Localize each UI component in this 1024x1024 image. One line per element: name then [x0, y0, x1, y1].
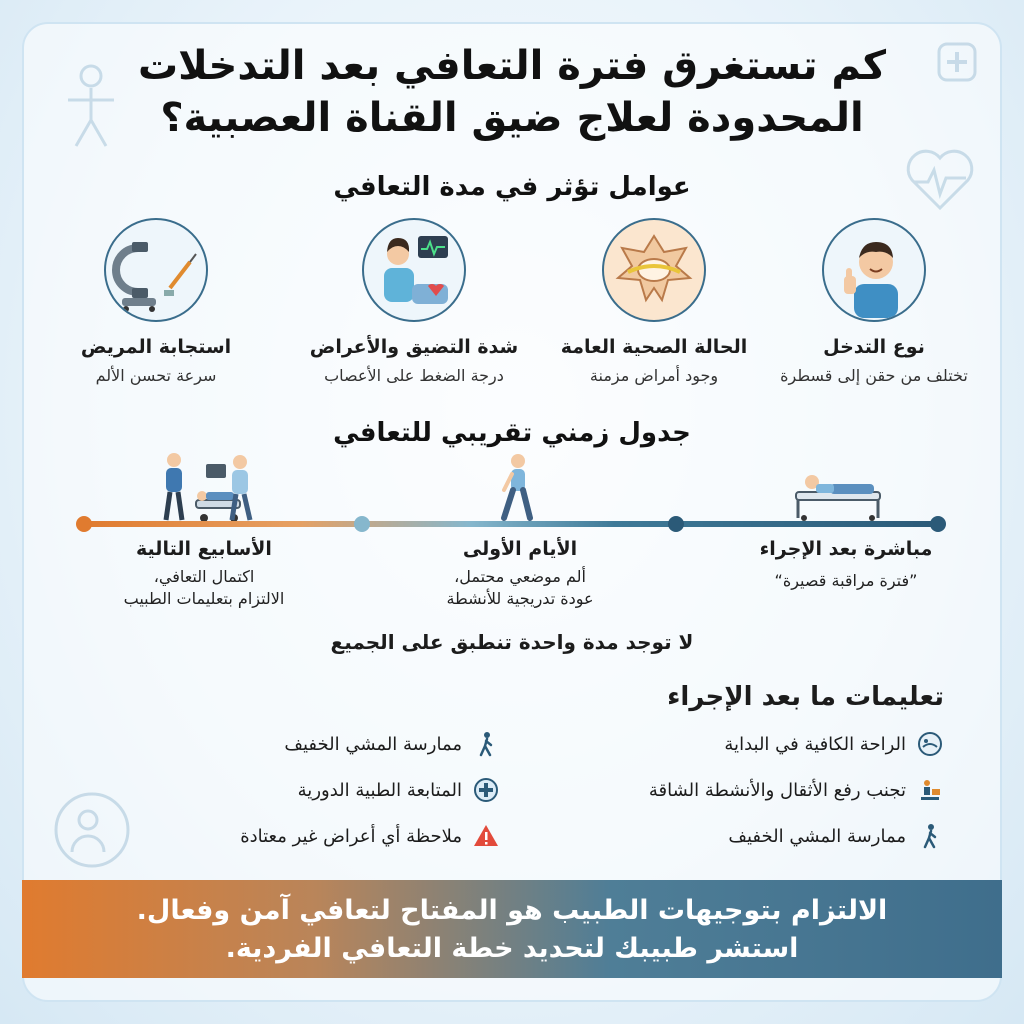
nurse-monitor-icon	[362, 218, 466, 322]
page-title-line2: المحدودة لعلاج ضيق القناة العصبية؟	[160, 95, 864, 141]
stage-description: عودة تدريجية للأنشطة	[446, 589, 594, 608]
instructions-heading: تعليمات ما بعد الإجراء	[667, 682, 944, 712]
factor-title: الحالة الصحية العامة	[560, 336, 748, 358]
factors-row	[40, 218, 984, 398]
banner-line1: الالتزام بتوجيهات الطبيب هو المفتاح لتعافي آمن وفعال.	[136, 895, 888, 926]
instruction-text: ممارسة المشي الخفيف	[284, 733, 462, 755]
stage-title: الأسابيع التالية	[136, 538, 272, 560]
care-team-icon	[152, 450, 264, 526]
factor-subtitle: تختلف من حقن إلى قسطرة	[780, 366, 968, 385]
stage-description: ألم موضعي محتمل،	[454, 567, 586, 586]
timeline-heading: جدول زمني تقريبي للتعافي	[333, 418, 691, 448]
factor-card	[304, 218, 524, 385]
instruction-item	[284, 730, 500, 758]
factors-heading: عوامل تؤثر في مدة التعافي	[333, 172, 691, 202]
timeline-stage	[726, 538, 966, 592]
patient-bed-icon	[790, 464, 886, 524]
no-lifting-icon	[916, 776, 944, 804]
factor-subtitle: سرعة تحسن الألم	[95, 366, 217, 385]
timeline-bar	[84, 521, 940, 527]
stage-title: مباشرة بعد الإجراء	[759, 538, 933, 560]
timeline-stage	[84, 538, 324, 610]
page-title-line1: كم تستغرق فترة التعافي بعد التدخلات	[137, 43, 887, 89]
instruction-item	[240, 822, 500, 850]
doctor-outline-icon	[52, 790, 132, 870]
factor-card	[764, 218, 984, 385]
medical-cross-icon	[472, 776, 500, 804]
timeline-stage	[400, 538, 640, 610]
stage-description: اكتمال التعافي،	[153, 567, 255, 586]
rest-icon	[916, 730, 944, 758]
instruction-text: الراحة الكافية في البداية	[724, 733, 906, 755]
c-arm-xray-icon	[104, 218, 208, 322]
factor-card	[544, 218, 764, 385]
page-title	[60, 40, 964, 144]
walking-person-icon	[496, 452, 540, 524]
factor-card	[46, 218, 266, 385]
factor-title: استجابة المريض	[80, 336, 232, 358]
walking-icon	[916, 822, 944, 850]
warning-icon	[472, 822, 500, 850]
instruction-item	[298, 776, 500, 804]
factor-subtitle: وجود أمراض مزمنة	[589, 366, 719, 385]
instruction-text: ممارسة المشي الخفيف	[728, 825, 906, 847]
factor-title: نوع التدخل	[823, 336, 925, 358]
timeline-dot	[930, 516, 946, 532]
instruction-text: المتابعة الطبية الدورية	[297, 779, 462, 801]
footer-banner	[22, 880, 1002, 978]
banner-line2: استشر طبيبك لتحديد خطة التعافي الفردية.	[225, 933, 799, 964]
factor-subtitle: درجة الضغط على الأعصاب	[324, 366, 504, 385]
instruction-text: ملاحظة أي أعراض غير معتادة	[240, 825, 462, 847]
timeline-dot	[76, 516, 92, 532]
instruction-item	[649, 776, 944, 804]
doctor-thumbs-up-icon	[822, 218, 926, 322]
stage-description: ”فترة مراقبة قصيرة“	[774, 571, 918, 590]
timeline-note: لا توجد مدة واحدة تنطبق على الجميع	[330, 630, 694, 654]
stage-title: الأيام الأولى	[462, 538, 578, 560]
timeline-dot	[668, 516, 684, 532]
factor-title: شدة التضيق والأعراض	[309, 336, 519, 358]
vertebra-icon	[602, 218, 706, 322]
instruction-item	[728, 822, 944, 850]
stage-description: الالتزام بتعليمات الطبيب	[123, 589, 285, 608]
instruction-text: تجنب رفع الأثقال والأنشطة الشاقة	[648, 779, 906, 801]
walking-icon	[472, 730, 500, 758]
instruction-item	[724, 730, 944, 758]
timeline-dot	[354, 516, 370, 532]
